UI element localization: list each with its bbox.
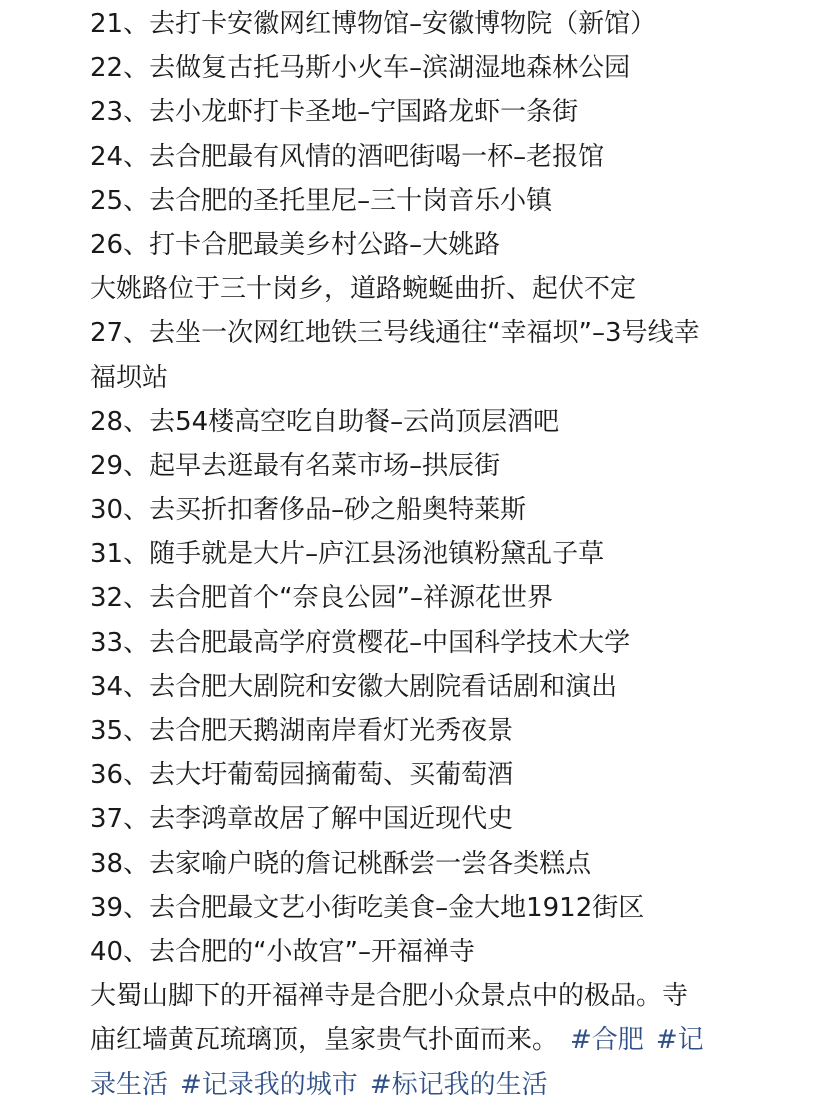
list-line: 40、去合肥的“小故宫”–开福禅寺 (90, 936, 476, 967)
list-line: 38、去家喻户晓的詹记桃酥尝一尝各类糕点 (90, 848, 592, 879)
list-line: 27、去坐一次网红地铁三号线通往“幸福坝”–3号线幸 (90, 318, 700, 349)
list-line: 37、去李鸿章故居了解中国近现代史 (90, 804, 514, 835)
hashtag-link[interactable]: #标记我的生活 (369, 1069, 548, 1100)
description-line: 大姚路位于三十岗乡，道路蜿蜒曲折、起伏不定 (90, 274, 637, 305)
list-line: 35、去合肥天鹅湖南岸看灯光秀夜景 (90, 716, 514, 746)
hashtag-line (90, 1063, 828, 1107)
list-line: 24、去合肥最有风情的酒吧街喝一杯–老报馆 (90, 141, 605, 172)
list-line: 31、随手就是大片–庐江县汤池镇粉黛乱子草 (90, 539, 605, 570)
description-line: 大蜀山脚下的开福禅寺是合肥小众景点中的极品。寺 (90, 981, 689, 1012)
list-line: 36、去大圩葡萄园摘葡萄、买葡萄酒 (90, 760, 514, 791)
list-line: 39、去合肥最文艺小街吃美食–金大地1912街区 (90, 892, 645, 923)
list-line: 30、去买折扣奢侈品–砂之船奥特莱斯 (90, 495, 527, 526)
list-line: 25、去合肥的圣托里尼–三十岗音乐小镇 (90, 185, 553, 216)
list-line-continuation: 福坝站 (90, 362, 169, 393)
description-text: 庙红墙黄瓦琉璃顶，皇家贵气扑面而来。 (90, 1025, 559, 1056)
list-line: 21、去打卡安徽网红博物馆–安徽博物院（新馆） (90, 9, 657, 39)
list-line: 34、去合肥大剧院和安徽大剧院看话剧和演出 (90, 671, 618, 702)
hashtag-link[interactable]: #合肥 (570, 1025, 644, 1056)
list-line: 32、去合肥首个“奈良公园”–祥源花世界 (90, 583, 554, 614)
hashtag-link[interactable]: 录生活 (90, 1069, 169, 1100)
list-line: 28、去54楼高空吃自助餐–云尚顶层酒吧 (90, 406, 560, 437)
list-line: 23、去小龙虾打卡圣地–宁国路龙虾一条街 (90, 97, 579, 128)
list-line: 33、去合肥最高学府赏樱花–中国科学技术大学 (90, 627, 631, 658)
list-line: 22、去做复古托马斯小火车–滨湖湿地森林公园 (90, 53, 631, 84)
hashtag-link[interactable]: #记录我的城市 (180, 1069, 358, 1100)
hashtag-link[interactable]: #记 (655, 1025, 704, 1056)
list-line: 29、起早去逛最有名菜市场–拱辰街 (90, 450, 501, 481)
description-line (90, 1018, 828, 1062)
list-line: 26、打卡合肥最美乡村公路–大姚路 (90, 229, 501, 260)
